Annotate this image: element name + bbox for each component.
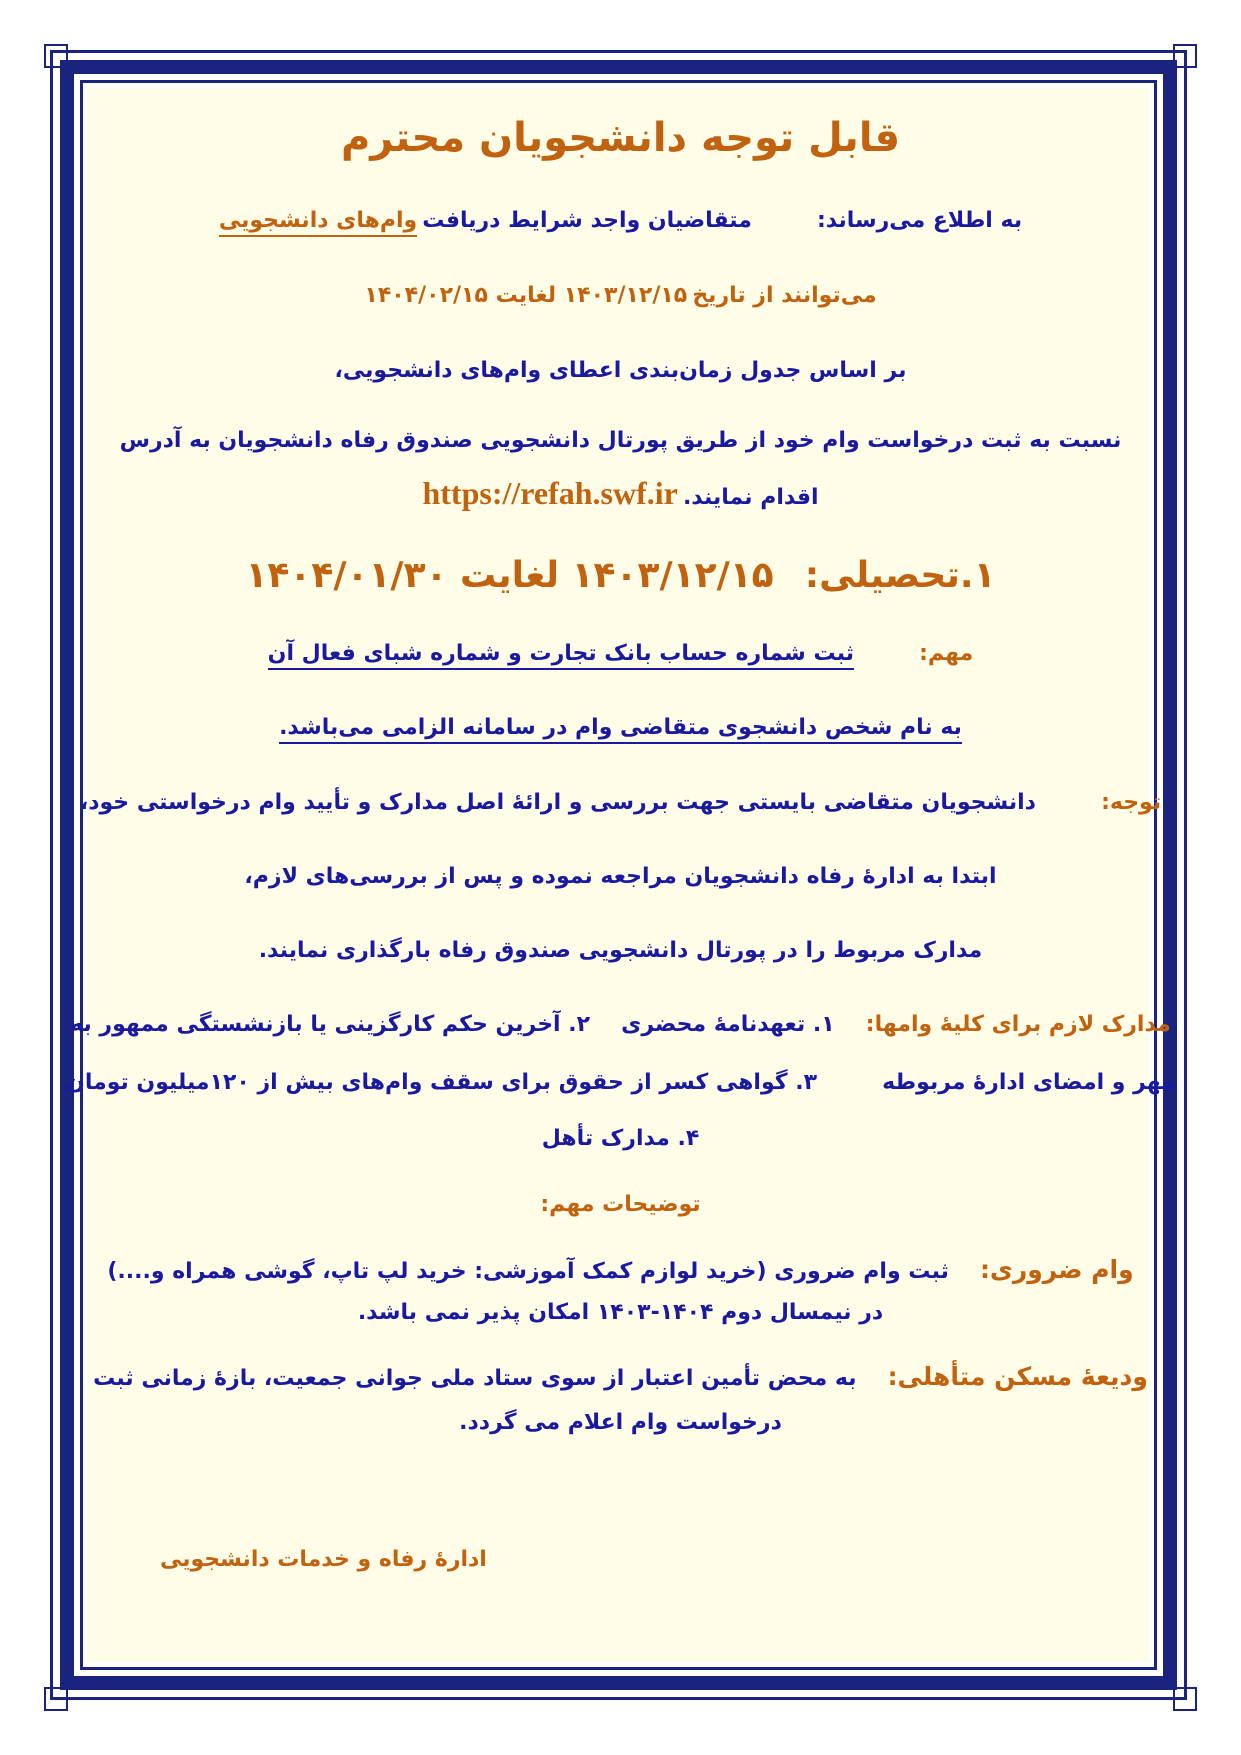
tuition-range: ۱۴۰۳/۱۲/۱۵ لغایت ۱۴۰۴/۰۱/۳۰ [245,555,774,596]
portal-line: نسبت به ثبت درخواست وام خود از طریق پورتال دانشجویی صندوق رفاه دانشجویان به آدرس [119,428,1122,453]
tuition-label: ۱.تحصیلی: [804,555,996,596]
schedule-line: بر اساس جدول زمان‌بندی اعطای وام‌های دانشجویی، [334,358,907,383]
signature: ادارهٔ رفاه و خدمات دانشجویی [160,1547,487,1572]
documents-label: مدارک لازم برای کلیهٔ وامها: [865,1012,1171,1037]
corner-ornament [1173,44,1197,68]
deposit-loan-line-1: ودیعهٔ مسکن متأهلی: به محض تأمین اعتبار از سوی ستاد ملی جوانی جمعیت، بازهٔ زمانی ثبت [93,1362,1148,1391]
portal-url-link[interactable]: https://refah.swf.ir [422,475,678,511]
important-label: مهم: [919,641,974,666]
important-text-1: ثبت شماره حساب بانک تجارت و شماره شبای فعال آن [268,641,854,670]
important-line-1 [0,641,1241,666]
url-line [0,475,1241,512]
note-label: توجه: [1101,790,1162,815]
essential-loan-line-2: در نیمسال دوم ۱۴۰۴-۱۴۰۳ امکان پذیر نمی باشد. [357,1300,884,1325]
essential-loan-label: وام ضروری: [979,1255,1134,1284]
note-line-2: ابتدا به ادارهٔ رفاه دانشجویان مراجعه نموده و پس از بررسی‌های لازم، [244,864,997,889]
note-line-3: مدارک مربوط را در پورتال دانشجویی صندوق رفاه بارگذاری نمایند. [258,938,983,963]
intro-text: متقاضیان واجد شرایط دریافت [422,208,752,233]
note-line-1: توجه: دانشجویان متقاضی بایستی جهت بررسی و ارائهٔ اصل مدارک و تأیید وام درخواستی خود، [79,790,1162,815]
dates-line [0,283,1241,308]
documents-line-1: مدارک لازم برای کلیهٔ وامها: ۱. تعهدنامهٔ محضری ۲. آخرین حکم کارگزینی یا بازنشستگی ممهور به [70,1012,1171,1037]
intro-lead: به اطلاع می‌رساند: [816,208,1023,233]
documents-line-2: مهر و امضای ادارهٔ مربوطه ۳. گواهی کسر از حقوق برای سقف وام‌های بیش از ۱۲۰میلیون تومان [66,1070,1175,1095]
corner-ornament [1173,1687,1197,1711]
deposit-loan-label: ودیعهٔ مسکن متأهلی: [887,1362,1148,1391]
intro-highlight: وام‌های دانشجویی [219,208,417,237]
dates-range: ۱۴۰۳/۱۲/۱۵ لغایت ۱۴۰۴/۰۲/۱۵ [364,283,688,308]
corner-ornament [44,44,68,68]
deposit-loan-line-2: درخواست وام اعلام می گردد. [459,1410,782,1435]
action-text: اقدام نمایند. [682,485,819,510]
corner-ornament [44,1687,68,1711]
tuition-line [0,555,1241,596]
documents-line-3: ۴. مدارک تأهل [541,1126,700,1151]
essential-loan-line-1: وام ضروری: ثبت وام ضروری (خرید لوازم کمک آموزشی: خرید لپ تاپ، گوشی همراه و....) [107,1255,1134,1284]
dates-prefix: می‌توانند از تاریخ [692,283,877,308]
intro-line [0,208,1241,233]
notice-title: قابل توجه دانشجویان محترم [340,115,901,161]
explanations-heading: توضیحات مهم: [540,1192,701,1217]
important-line-2: به نام شخص دانشجوی متقاضی وام در سامانه الزامی می‌باشد. [0,715,1241,740]
